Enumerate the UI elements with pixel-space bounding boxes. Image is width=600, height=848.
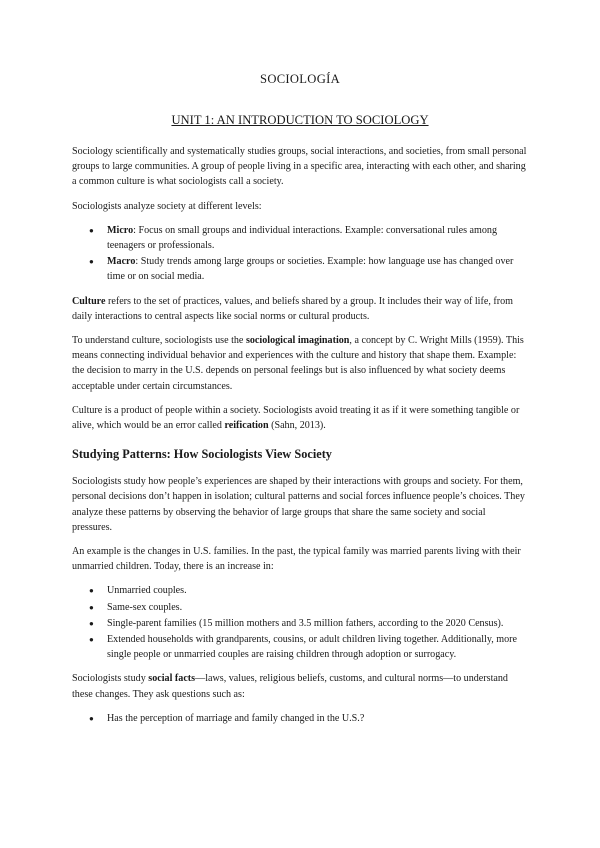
bullet-icon: ● xyxy=(89,602,94,612)
bullet-icon: ● xyxy=(89,618,94,628)
term-bold: Culture xyxy=(72,295,106,307)
term-bold: reification xyxy=(224,420,269,432)
term-bold: Micro xyxy=(107,224,134,236)
list-item xyxy=(89,254,528,284)
list-item-text: Single-parent families (15 million mothers and 3.5 million fathers, according to the 2020 Census). xyxy=(107,617,504,629)
culture-paragraph xyxy=(72,294,528,324)
paragraph-text: , a concept by C. Wright Mills (1959). This means connecting individual behavior and experiences with the culture and history that shape them. Example: the decision to marry in the U.S. depends on personal feelings but is also influenced by what society deems acceptable under certain circumstances. xyxy=(72,335,524,392)
paragraph-text: refers to the set of practices, values, and beliefs shared by a group. It includes their way of life, from daily interactions to central aspects like social norms or cultural products. xyxy=(72,295,513,322)
social-facts-paragraph xyxy=(72,671,528,701)
paragraph-text: To understand culture, sociologists use the xyxy=(72,335,246,347)
list-item-text: Has the perception of marriage and family changed in the U.S.? xyxy=(107,712,365,724)
intro-paragraph: Sociology scientifically and systematically studies groups, social interactions, and societies, from small personal groups to large communities. A group of people living in a specific area, interacting with each other, and sharing a common culture is what sociologists call a society. xyxy=(72,146,527,188)
questions-list xyxy=(72,711,528,726)
list-item xyxy=(89,711,528,726)
list-item-text: : Focus on small groups and individual interactions. Example: conversational rules among teenagers or professionals. xyxy=(107,224,498,252)
bullet-icon: ● xyxy=(89,713,94,723)
term-bold: Macro xyxy=(107,256,136,268)
list-item xyxy=(89,223,528,253)
paragraph-text: —laws, values, religious beliefs, customs, and cultural norms—to understand these changes. They ask questions such as: xyxy=(72,673,508,700)
paragraph-text: Sociologists study xyxy=(72,673,149,685)
imagination-paragraph xyxy=(72,333,528,394)
reification-paragraph xyxy=(72,403,528,433)
document-title: SOCIOLOGÍA xyxy=(260,72,340,86)
list-item xyxy=(89,616,528,631)
family-changes-list xyxy=(72,583,528,662)
bullet-icon: ● xyxy=(89,225,94,235)
unit-title: UNIT 1: AN INTRODUCTION TO SOCIOLOGY xyxy=(171,113,429,127)
paragraph-text: (Sahn, 2013). xyxy=(268,420,326,432)
bullet-icon: ● xyxy=(89,635,94,645)
family-paragraph: An example is the changes in U.S. families. In the past, the typical family was married parents living with their unmarried children. Today, there is an increase in: xyxy=(72,546,521,573)
patterns-paragraph: Sociologists study how people’s experiences are shaped by their interactions with groups and society. For them, personal decisions don’t happen in isolation; cultural patterns and social forces influence people’s choices. They analyze these patterns by observing the behavior of large groups that share the same society and social pressures. xyxy=(72,476,525,533)
list-item-text: Extended households with grandparents, cousins, or adult children living together. Additionally, more single people or unmarried couples are raising children through adoption or surrogacy. xyxy=(107,634,518,661)
list-item-text: Unmarried couples. xyxy=(107,585,187,597)
term-bold: sociological imagination xyxy=(245,335,350,347)
term-bold: social facts xyxy=(148,673,196,685)
levels-list xyxy=(72,223,528,285)
bullet-icon: ● xyxy=(89,586,94,596)
list-item xyxy=(89,583,528,598)
bullet-icon: ● xyxy=(89,257,94,267)
list-item-text: Same-sex couples. xyxy=(107,601,183,613)
paragraph-text: Culture is a product of people within a society. Sociologists avoid treating it as if it were something tangible or alive, which would be an error called xyxy=(72,404,520,432)
list-item xyxy=(89,600,528,615)
list-item xyxy=(89,632,528,662)
section-heading: Studying Patterns: How Sociologists View Society xyxy=(72,447,332,462)
list-item-text: : Study trends among large groups or societies. Example: how language use has changed over time or on social media. xyxy=(107,256,514,283)
levels-intro: Sociologists analyze society at different levels: xyxy=(72,200,262,212)
